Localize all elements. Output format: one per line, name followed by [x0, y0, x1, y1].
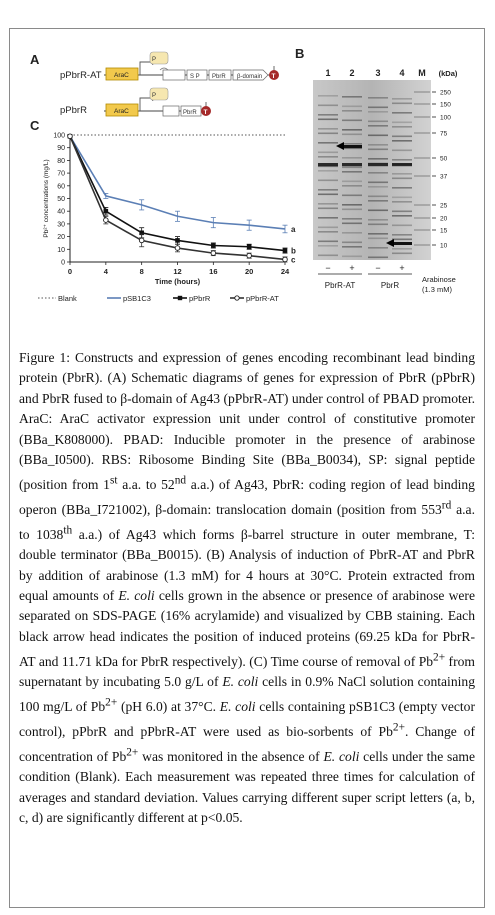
panel-label-c: C: [30, 118, 40, 133]
protein-band: [342, 232, 362, 234]
protein-band: [368, 196, 388, 198]
protein-band: [368, 182, 388, 184]
beta-domain-label: β-domain: [237, 74, 263, 80]
protein-band: [342, 195, 362, 197]
marker-size-label: 150: [440, 101, 451, 109]
pbad-label: P: [152, 57, 157, 63]
protein-band: [392, 187, 412, 189]
protein-band: [392, 126, 412, 128]
pbad-label-2: P: [152, 93, 157, 99]
protein-band: [392, 253, 412, 255]
protein-band: [392, 225, 412, 227]
protein-band: [342, 96, 362, 98]
protein-band: [392, 159, 412, 161]
y-tick-label: 40: [57, 208, 65, 216]
protein-band: [318, 152, 338, 154]
protein-band: [318, 170, 338, 172]
protein-band: [368, 111, 388, 113]
construct-label-pbrr-at: pPbrR-AT: [60, 70, 102, 81]
marker-size-label: 50: [440, 155, 448, 163]
protein-band: [392, 201, 412, 203]
group-label: PbrR: [380, 281, 400, 290]
protein-band: [368, 247, 388, 249]
induced-band-pbrr: [392, 242, 412, 245]
protein-band: [342, 181, 362, 183]
arac-label-2: AraC: [114, 108, 129, 115]
protein-band: [318, 156, 338, 158]
x-tick-label: 4: [103, 267, 108, 276]
protein-band: [318, 133, 338, 135]
protein-band: [342, 223, 362, 225]
y-tick-label: 60: [57, 183, 65, 191]
protein-band: [318, 114, 338, 116]
protein-band: [368, 125, 388, 127]
protein-band: [342, 106, 362, 108]
protein-band: [368, 97, 388, 99]
y-tick-label: 20: [57, 234, 65, 242]
protein-band: [318, 245, 338, 247]
protein-band: [318, 105, 338, 107]
y-tick-label: 90: [57, 145, 65, 153]
protein-band: [392, 239, 412, 241]
protein-band: [318, 227, 338, 229]
lane-label: 2: [349, 68, 355, 78]
protein-band: [368, 107, 388, 109]
protein-band: [392, 140, 412, 142]
protein-band: [392, 136, 412, 138]
y-axis-label: Pb²⁺ concentrations (mg/L): [43, 159, 50, 238]
y-tick-label: 100: [53, 132, 65, 140]
legend-label: pPbrR: [189, 294, 211, 303]
protein-band: [392, 173, 412, 175]
arabinose-sign: +: [349, 263, 355, 273]
x-tick-label: 8: [139, 267, 144, 276]
protein-band: [342, 209, 362, 211]
protein-band: [318, 128, 338, 130]
panel-label-a: A: [30, 52, 40, 67]
arabinose-conc: (1.3 mM): [422, 285, 452, 294]
protein-band: [368, 219, 388, 221]
figure-caption: [19, 348, 475, 829]
protein-band: [368, 238, 388, 240]
marker-size-label: 100: [440, 114, 451, 122]
protein-band: [342, 204, 362, 206]
terminator-label: T: [271, 73, 276, 80]
strong-band: [318, 163, 338, 166]
protein-band: [342, 185, 362, 187]
terminator-label-2: T: [203, 109, 208, 116]
lane-label: 4: [399, 68, 405, 78]
protein-band: [368, 149, 388, 151]
marker-size-label: 75: [440, 130, 448, 138]
y-tick-label: 0: [61, 259, 65, 267]
protein-band: [318, 255, 338, 257]
protein-band: [368, 233, 388, 235]
marker-size-label: 10: [440, 242, 448, 250]
protein-band: [392, 103, 412, 105]
y-tick-label: 70: [57, 170, 65, 178]
sds-page-gel: [0, 0, 495, 345]
protein-band: [368, 172, 388, 174]
figure-label: Figure 1:: [19, 350, 71, 365]
protein-band: [342, 171, 362, 173]
strong-band: [392, 163, 412, 166]
protein-band: [318, 142, 338, 144]
y-tick-label: 80: [57, 157, 65, 165]
protein-band: [342, 129, 362, 131]
protein-band: [342, 167, 362, 169]
caption-body: Constructs and expression of genes encoding recombinant lead binding protein (PbrR). (A) Schematic diagrams of genes for expression of PbrR (pPbrR) and PbrR fused to β-domain of Ag43 (pPbrR-AT) under control of PBAD promoter. AraC: AraC activator expression unit under control of constitutive promoter (BBa_K808000). PBAD: Inducible promoter in the presence of arabinose (BBa_I0500). RBS: Ribosome Binding Site (BBa_B0034), SP: signal peptide (position from 1st a.a. to 52nd a.a.) of Ag43, PbrR: coding region of lead binding operon (BBa_I721002), β-domain: translocation domain (position from 553rd a.a. to 1038th a.a.) of Ag43 which forms β-barrel structure in outer membrane, T: double terminator (BBa_B0015). (B) Analysis of induction of PbrR-AT and PbrR by addition of arabinose (1.3 mM) for 4 hours at 30°C. Protein extracted from equal amounts of E. coli cells grown in the absence or presence of arabinose were separated on SDS-PAGE (16% acrylamide) and visualized by CBB staining. Each black arrow head indicates the position of induced proteins (69.25 kDa for PbrR-AT and 11.71 kDa for PbrR respectively). (C) Time course of removal of $Pb^{2+}$ from supernatant by incubating 5.0 g/L of E. coli cells in 0.9% NaCl solution containing 100 mg/L of $Pb^{2+}$ (pH 6.0) at 37°C. E. coli cells containing pSB1C3 (empty vector control), pPbrR and pPbrR-AT were used as bio-sorbents of $Pb^{2+}$. Change of concentration of $Pb^{2+}$ was monitored in the absence of E. coli cells under the same condition (Blank). Each measurement was repeated three times for calculation of averages and standard deviation. Values carrying different super script letters (a, b, c, d) are significantly different at p<0.05.: [19, 350, 476, 826]
protein-band: [392, 178, 412, 180]
protein-band: [342, 256, 362, 258]
protein-band: [342, 143, 362, 145]
y-tick-label: 10: [57, 246, 65, 254]
x-tick-label: 16: [209, 267, 218, 276]
protein-band: [318, 95, 338, 97]
protein-band: [318, 241, 338, 243]
pbrr-label-2: PbrR: [183, 110, 197, 116]
protein-band: [342, 110, 362, 112]
y-tick-label: 50: [57, 196, 65, 203]
y-tick-label: 30: [57, 221, 65, 229]
kda-unit: (kDa): [438, 69, 458, 78]
protein-band: [368, 224, 388, 226]
protein-band: [368, 121, 388, 123]
lane-label: 3: [375, 68, 381, 78]
protein-band: [318, 203, 338, 205]
protein-band: [368, 158, 388, 160]
x-tick-label: 20: [244, 267, 254, 276]
protein-band: [368, 144, 388, 146]
lane-label: 1: [325, 68, 331, 78]
protein-band: [318, 231, 338, 233]
protein-band: [318, 208, 338, 210]
x-tick-label: 0: [67, 267, 73, 276]
protein-band: [342, 242, 362, 244]
protein-band: [392, 122, 412, 124]
protein-band: [318, 180, 338, 182]
lane-label: M: [418, 68, 426, 78]
strong-band: [342, 163, 362, 166]
construct-label-pbrr: pPbrR: [60, 105, 87, 116]
pbrr-label: PbrR: [212, 74, 226, 80]
induced-band-pbrr-at: [342, 145, 362, 148]
protein-band: [342, 120, 362, 122]
legend-label: pPbrR-AT: [246, 294, 279, 303]
protein-band: [368, 200, 388, 202]
group-label: PbrR-AT: [324, 281, 356, 290]
arabinose-sign: −: [375, 263, 381, 273]
protein-band: [318, 189, 338, 191]
protein-band: [342, 134, 362, 136]
protein-band: [392, 150, 412, 152]
x-tick-label: 24: [280, 267, 290, 276]
legend-label: Blank: [58, 294, 77, 303]
strong-band: [368, 163, 388, 166]
arac-label: AraC: [114, 72, 129, 79]
protein-band: [392, 112, 412, 114]
marker-size-label: 25: [440, 202, 448, 210]
arabinose-sign: −: [325, 263, 331, 273]
protein-band: [392, 234, 412, 236]
protein-band: [318, 194, 338, 196]
marker-size-label: 37: [440, 173, 448, 181]
significance-letter: b: [291, 246, 296, 256]
protein-band: [342, 218, 362, 220]
arabinose-label: Arabinose: [422, 275, 456, 284]
protein-band: [342, 157, 362, 159]
marker-size-label: 20: [440, 215, 448, 223]
marker-size-label: 15: [440, 227, 448, 235]
protein-band: [392, 98, 412, 100]
panel-label-b: B: [295, 46, 305, 61]
significance-letter: c: [291, 255, 296, 265]
protein-band: [368, 186, 388, 188]
protein-band: [318, 217, 338, 219]
arabinose-sign: +: [399, 263, 405, 273]
protein-band: [368, 257, 388, 259]
protein-band: [392, 197, 412, 199]
protein-band: [392, 215, 412, 217]
protein-band: [392, 248, 412, 250]
protein-band: [368, 210, 388, 212]
x-tick-label: 12: [173, 267, 182, 276]
protein-band: [368, 135, 388, 137]
significance-letter: a: [291, 224, 296, 234]
protein-band: [342, 246, 362, 248]
x-axis-label: Time (hours): [154, 277, 201, 286]
marker-size-label: 250: [440, 89, 451, 97]
legend-label: pSB1C3: [123, 294, 151, 303]
protein-band: [318, 119, 338, 121]
protein-band: [392, 211, 412, 213]
signal-peptide-label: S P: [190, 74, 200, 80]
